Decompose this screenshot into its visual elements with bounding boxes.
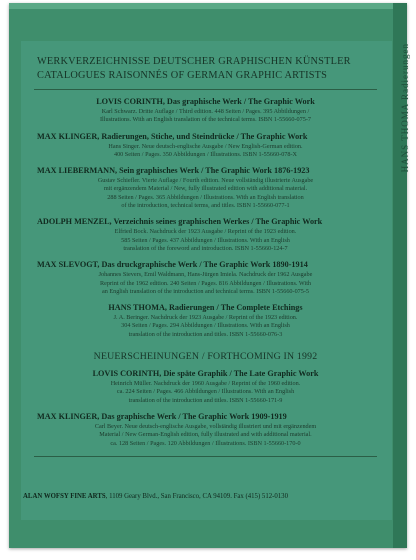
entry-description	[34, 228, 377, 253]
entry-line: Heinrich Müller. Nachdruck der 1960 Ausgabe / Reprint of the 1960 edition.	[110, 380, 301, 388]
spine-title: HANS THOMA Radierungen	[400, 43, 410, 173]
entry-klinger	[34, 132, 377, 160]
cover-top-edge	[9, 3, 407, 9]
entry-line: ca. 128 Seiten / Pages. 120 Abbildungen / Illustrations. ISBN 1-55660-170-0	[110, 439, 301, 447]
entry-line: of the introduction, technical terms, and titles. ISBN 1-55660-077-1	[121, 202, 290, 210]
entry-liebermann	[34, 166, 377, 210]
entry-line: 288 Seiten / Pages. 365 Abbildungen / Illustrations. With an English translation	[107, 193, 304, 201]
entry-thoma	[34, 303, 377, 339]
series-title-english: CATALOGUES RAISONNÉS OF GERMAN GRAPHIC ARTISTS	[37, 70, 328, 81]
entry-line: Material / New German-English edition, fully illustrated and with additional material.	[99, 431, 312, 439]
entry-title: MAX SLEVOGT, Das druckgraphische Werk / The Graphic Work 1890-1914	[37, 260, 308, 270]
entry-title: ADOLPH MENZEL, Verzeichnis seines graphischen Werkes / The Graphic Work	[37, 217, 323, 227]
entry-corinth-late	[34, 369, 377, 405]
catalogue-list	[34, 53, 377, 520]
entry-title: MAX KLINGER, Radierungen, Stiche, und Steindrücke / The Graphic Work	[37, 131, 308, 141]
entry-description	[34, 380, 377, 405]
entry-line: Karl Schwarz. Dritte Auflage / Third edition. 448 Seiten / Pages. 395 Abbildungen /	[101, 108, 310, 115]
entry-line: an English translation of the introduction and technical terms. ISBN 1-55660-075-5	[101, 287, 310, 295]
entry-line: translation of the foreword and introduction. ISBN 1-55660-124-7	[123, 244, 288, 252]
entry-klinger-1909	[34, 412, 377, 448]
entry-title: LOVIS CORINTH, Die späte Graphik / The Late Graphic Work	[92, 369, 319, 379]
entry-line: 400 Seiten / Pages. 350 Abbildungen / Illustrations. ISBN 1-55660-078-X	[113, 150, 298, 158]
entry-title: MAX KLINGER, Das graphische Werk / The Graphic Work 1909-1919	[37, 411, 287, 421]
entry-line: Hans Singer. Neue deutsch-englische Ausgabe / New English-German edition.	[108, 142, 303, 150]
series-title-german: WERKVERZEICHNISSE DEUTSCHER GRAPHISCHEN KÜNSTLER	[37, 56, 351, 67]
entry-title: HANS THOMA, Radierungen / The Complete Etchings	[108, 303, 303, 313]
divider	[34, 89, 377, 90]
entry-line: Johannes Sievers, Emil Waldmann, Hans-Jürgen Imiela. Nachdruck der 1962 Ausgabe	[98, 271, 313, 279]
entry-description	[34, 177, 377, 210]
entry-line: translation of the introduction and titles. ISBN 1-55660-076-3	[128, 330, 283, 338]
entry-description	[34, 423, 377, 448]
entry-line: 304 Seiten / Pages. 294 Abbildungen / Illustrations. With an English	[121, 322, 290, 330]
entry-line: translation of the introduction and titles. ISBN 1-55660-171-9	[128, 396, 283, 404]
publisher-address: , 1109 Geary Blvd., San Francisco, CA 94109. Fax (415) 512-0130	[105, 493, 288, 500]
entry-line: 585 Seiten / Pages. 437 Abbildungen / Illustrations. With an English	[121, 236, 290, 244]
entry-line: mit ergänzendem Material / New, fully illustrated edition with additional material.	[103, 185, 308, 193]
entry-description	[34, 143, 377, 160]
publisher-name: ALAN WOFSY FINE ARTS	[23, 493, 106, 500]
entry-description	[34, 271, 377, 296]
entry-corinth	[34, 97, 377, 125]
spine-edge	[393, 3, 410, 548]
book-back-cover	[9, 3, 410, 548]
entry-line: Carl Beyer. Neue deutsch-englische Ausgabe, vollständig illustriert und mit ergänzendem	[94, 422, 317, 430]
divider	[34, 456, 377, 457]
entry-line: Gustav Schiefler. Vierte Auflage / Fourth edition. Neue vollständig illustrierte Ausgabe	[97, 177, 314, 185]
entry-line: Elfried Bock. Nachdruck der 1923 Ausgabe / Reprint of the 1923 edition.	[114, 228, 297, 236]
entry-line: Illustrations. With an English translation of the technical terms. ISBN 1-55660-075-7	[99, 116, 311, 124]
entry-description	[34, 108, 377, 125]
entry-line: Reprint of the 1962 edition. 240 Seiten / Pages. 816 Abbildungen / Illustrations. With	[99, 279, 312, 287]
entry-menzel	[34, 217, 377, 253]
entry-line: J. A. Beringer. Nachdruck der 1923 Ausgabe / Reprint of the 1923 edition.	[113, 314, 298, 322]
publisher-line	[23, 493, 366, 500]
entry-line: ca. 224 Seiten / Pages. 466 Abbildungen / Illustrations. With an English	[116, 388, 295, 396]
entry-slevogt	[34, 260, 377, 296]
entry-title: MAX LIEBERMANN, Sein graphisches Werk / The Graphic Work 1876-1923	[37, 166, 310, 176]
entry-title: LOVIS CORINTH, Das graphische Werk / The Graphic Work	[96, 97, 315, 106]
forthcoming-heading: NEUERSCHEINUNGEN / FORTHCOMING IN 1992	[93, 351, 318, 363]
entry-description	[34, 314, 377, 339]
